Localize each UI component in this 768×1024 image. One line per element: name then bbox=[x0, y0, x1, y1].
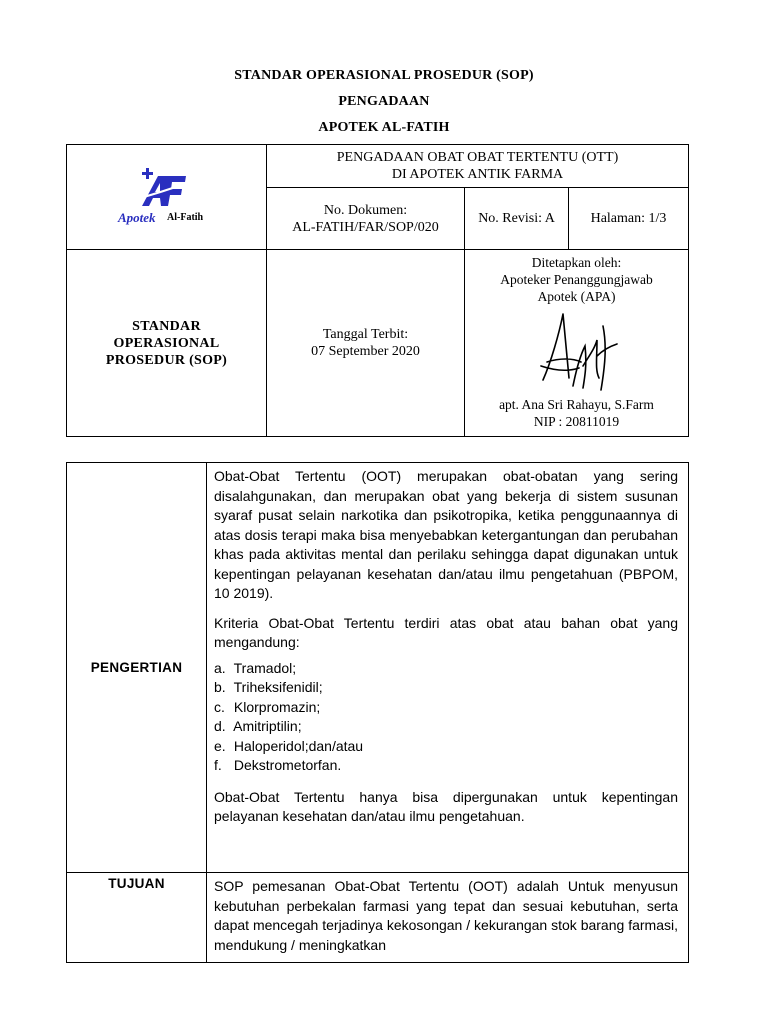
approval-block: Ditetapkan oleh: Apoteker Penanggungjawab Apotek (APA) apt. Ana Sri Rahayu, S.Farm NIP : 20811019 bbox=[465, 250, 689, 437]
sop-label: STANDAR OPERASIONAL PROSEDUR (SOP) bbox=[67, 250, 267, 437]
revision-number: No. Revisi: A bbox=[465, 188, 569, 250]
list-item: a. Tramadol; bbox=[214, 659, 297, 676]
list-item: e. Haloperidol;dan/atau bbox=[214, 737, 364, 754]
kriteria-paragraph: Kriteria Obat-Obat Tertentu terdiri atas obat atau bahan obat yang mengandung: bbox=[214, 614, 678, 650]
doc-header-title: STANDAR OPERASIONAL PROSEDUR (SOP) bbox=[234, 68, 534, 83]
page-number: Halaman: 1/3 bbox=[569, 188, 689, 250]
pharmacy-logo bbox=[112, 162, 222, 228]
pengertian-paragraph: Obat-Obat Tertentu (OOT) merupakan obat-obatan yang sering disalahgunakan, dan merupakan obat yang bekerja di sistem susunan syaraf pusat selain narkotika dan psikotropika, ketika penggunaannya di atas dosis terapi maka bisa menyebabkan ketergantungan dan perubahan khas pada aktivitas mental dan perilaku sehingga dapat digunakan untuk kepentingan pelayanan kesehatan dan/atau ilmu pengetahuan (PBPOM, 10 2019). bbox=[214, 468, 678, 601]
list-item: f. Dekstrometorfan. bbox=[214, 757, 342, 773]
tujuan-content: SOP pemesanan Obat-Obat Tertentu (OOT) adalah Untuk menyusun kebutuhan perbekalan farmasi yang tepat dan sesuai kebutuhan, serta dapat mencegah terjadinya kekosongan / kekurangan stok barang farmasi, mendukung / meningkatkan bbox=[207, 873, 689, 963]
document-number: No. Dokumen: AL-FATIH/FAR/SOP/020 bbox=[267, 188, 465, 250]
logo-name-text: Al-Fatih bbox=[166, 211, 203, 223]
handwritten-signature bbox=[533, 306, 623, 396]
issue-date: Tanggal Terbit: 07 September 2020 bbox=[267, 250, 465, 437]
logo-script-text: Apotek bbox=[117, 209, 156, 225]
list-item: c. Klorpromazin; bbox=[214, 698, 321, 715]
tujuan-label: TUJUAN bbox=[67, 873, 207, 963]
doc-header-subtitle: PENGADAAN bbox=[338, 94, 430, 109]
pengertian-label: PENGERTIAN bbox=[67, 463, 207, 873]
sop-content-table bbox=[66, 462, 689, 963]
usage-paragraph: Obat-Obat Tertentu hanya bisa dipergunakan untuk kepentingan pelayanan kesehatan dan/atau ilmu pengetahuan. bbox=[214, 788, 678, 824]
oot-list bbox=[214, 659, 678, 776]
list-item: b. Triheksifenidil; bbox=[214, 679, 323, 695]
pengertian-content bbox=[207, 463, 689, 873]
doc-header-pharmacy: APOTEK AL-FATIH bbox=[318, 120, 450, 135]
sop-header-table bbox=[66, 144, 689, 437]
logo-cell bbox=[67, 145, 267, 250]
document-title: PENGADAAN OBAT OBAT TERTENTU (OTT) DI APOTEK ANTIK FARMA bbox=[267, 145, 689, 188]
list-item: d. Amitriptilin; bbox=[214, 718, 302, 734]
